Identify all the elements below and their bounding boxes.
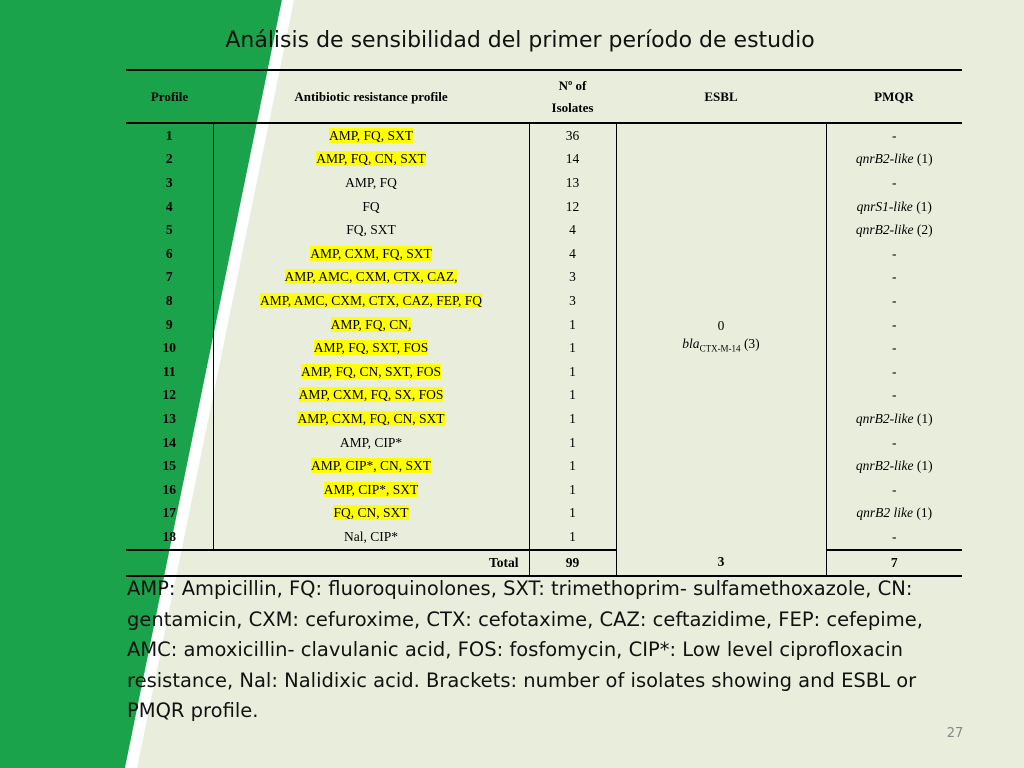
resistance-profile-cell — [213, 502, 529, 526]
resistance-profile-cell — [213, 313, 529, 337]
resistance-table — [126, 69, 962, 577]
table-row — [126, 502, 962, 526]
profile-id: 13 — [126, 407, 213, 431]
table-row — [126, 289, 962, 313]
profile-id: 15 — [126, 454, 213, 478]
pmqr-value: - — [892, 174, 897, 190]
pmqr-count: (2) — [913, 222, 933, 238]
pmqr-gene: qnrB2-like — [855, 458, 914, 474]
total-esbl: 3 — [616, 550, 826, 576]
resistance-profile-cell — [213, 123, 529, 148]
header-pmqr: PMQR — [826, 70, 962, 123]
resistance-profile-cell — [213, 336, 529, 360]
resistance-profile-text: Nal, CIP* — [344, 528, 398, 544]
profile-id: 1 — [126, 123, 213, 148]
slide-title: Análisis de sensibilidad del primer período de estudio — [225, 28, 815, 53]
pmqr-count: (1) — [913, 151, 933, 167]
pmqr-cell — [826, 431, 962, 455]
isolates-count: 1 — [529, 407, 616, 431]
profile-id: 5 — [126, 218, 213, 242]
header-profile: Profile — [126, 70, 213, 123]
table-row — [126, 148, 962, 172]
profile-id: 11 — [126, 360, 213, 384]
profile-id: 10 — [126, 336, 213, 360]
pmqr-cell — [826, 218, 962, 242]
pmqr-value: - — [892, 387, 897, 403]
table-row — [126, 454, 962, 478]
resistance-profile-cell — [213, 148, 529, 172]
resistance-profile-text: AMP, FQ, CN, SXT, FOS — [300, 363, 442, 379]
resistance-profile-text: AMP, FQ, CN, — [330, 316, 412, 332]
profile-id: 17 — [126, 502, 213, 526]
total-pmqr: 7 — [826, 550, 962, 576]
esbl-gene-prefix: bla — [682, 335, 700, 351]
isolates-count: 1 — [529, 454, 616, 478]
isolates-count: 1 — [529, 384, 616, 408]
table-row — [126, 384, 962, 408]
total-label: Total — [126, 550, 529, 576]
profile-id: 8 — [126, 289, 213, 313]
isolates-count: 1 — [529, 336, 616, 360]
resistance-profile-cell — [213, 289, 529, 313]
header-isolates-line1: Nº of — [558, 77, 587, 93]
resistance-profile-cell — [213, 360, 529, 384]
table-row — [126, 242, 962, 266]
resistance-profile-text: FQ, SXT — [346, 222, 396, 238]
resistance-profile-text: AMP, FQ, SXT, FOS — [313, 340, 429, 356]
profile-id: 14 — [126, 431, 213, 455]
resistance-profile-cell — [213, 384, 529, 408]
resistance-profile-text: AMP, CXM, FQ, CN, SXT — [297, 410, 445, 426]
table-row — [126, 360, 962, 384]
table-row — [126, 525, 962, 550]
resistance-profile-cell — [213, 242, 529, 266]
table-row — [126, 313, 962, 337]
profile-id: 6 — [126, 242, 213, 266]
table-header-row — [126, 70, 962, 123]
profile-id: 3 — [126, 171, 213, 195]
pmqr-value: - — [892, 528, 897, 544]
pmqr-cell — [826, 195, 962, 219]
isolates-count: 1 — [529, 313, 616, 337]
table-row — [126, 431, 962, 455]
resistance-profile-cell — [213, 407, 529, 431]
resistance-profile-text: AMP, CIP*, SXT — [323, 481, 419, 497]
pmqr-cell — [826, 289, 962, 313]
isolates-count: 3 — [529, 289, 616, 313]
pmqr-cell — [826, 123, 962, 148]
header-isolates — [529, 70, 616, 123]
table-row — [126, 123, 962, 148]
table-row — [126, 336, 962, 360]
isolates-count: 12 — [529, 195, 616, 219]
abbreviations-text: AMP: Ampicillin, FQ: fluoroquinolones, SXT: trimethoprim- sulfamethoxazole, CN: gentamicin, CXM: cefuroxime, CTX: cefotaxime, CAZ: ceftazidime, FEP: cefepime, AMC: amoxicillin- clavulanic acid, FOS: fosfomycin, CIP*: Low level ciprofloxacin resistance, Nal: Nalidixic acid. Brackets: number of isolates showing and ESBL or PMQR profile. — [127, 577, 923, 722]
pmqr-cell — [826, 171, 962, 195]
isolates-count: 1 — [529, 360, 616, 384]
pmqr-count: (1) — [913, 410, 933, 426]
profile-id: 4 — [126, 195, 213, 219]
resistance-profile-cell — [213, 431, 529, 455]
resistance-profile-text: AMP, CXM, FQ, SX, FOS — [298, 387, 444, 403]
table-row — [126, 266, 962, 290]
pmqr-gene: qnrB2-like — [855, 410, 914, 426]
header-esbl: ESBL — [616, 70, 826, 123]
isolates-count: 1 — [529, 431, 616, 455]
pmqr-cell — [826, 336, 962, 360]
profile-id: 9 — [126, 313, 213, 337]
table-row — [126, 171, 962, 195]
resistance-profile-text: AMP, FQ — [345, 174, 397, 190]
esbl-gene-count: (3) — [740, 335, 760, 351]
resistance-profile-text: AMP, AMC, CXM, CTX, CAZ, — [284, 269, 458, 285]
pmqr-value: - — [892, 292, 897, 308]
isolates-count: 13 — [529, 171, 616, 195]
resistance-profile-text: FQ — [362, 198, 380, 214]
pmqr-cell — [826, 384, 962, 408]
pmqr-count: (1) — [912, 198, 932, 214]
pmqr-cell — [826, 525, 962, 550]
pmqr-count: (1) — [913, 458, 933, 474]
resistance-profile-cell — [213, 478, 529, 502]
pmqr-cell — [826, 502, 962, 526]
isolates-count: 4 — [529, 242, 616, 266]
pmqr-cell — [826, 266, 962, 290]
resistance-profile-text: AMP, CXM, FQ, SXT — [310, 245, 432, 261]
pmqr-value: - — [892, 127, 897, 143]
table-row — [126, 478, 962, 502]
pmqr-cell — [826, 478, 962, 502]
pmqr-cell — [826, 242, 962, 266]
resistance-profile-text: FQ, CN, SXT — [333, 505, 409, 521]
table-row — [126, 218, 962, 242]
isolates-count: 36 — [529, 123, 616, 148]
total-isolates: 99 — [529, 550, 616, 576]
isolates-count: 1 — [529, 502, 616, 526]
table-row — [126, 195, 962, 219]
resistance-profile-text: AMP, FQ, SXT — [328, 127, 414, 143]
pmqr-value: - — [892, 434, 897, 450]
pmqr-cell — [826, 407, 962, 431]
pmqr-value: - — [892, 363, 897, 379]
esbl-gene-sub: CTX-M-14 — [699, 343, 741, 354]
pmqr-count: (1) — [913, 505, 933, 521]
pmqr-value: - — [892, 316, 897, 332]
table-row — [126, 407, 962, 431]
resistance-profile-text: AMP, CIP* — [339, 434, 403, 450]
pmqr-cell — [826, 360, 962, 384]
pmqr-gene: qnrS1-like — [856, 198, 913, 214]
isolates-count: 1 — [529, 478, 616, 502]
resistance-profile-cell — [213, 195, 529, 219]
resistance-profile-cell — [213, 266, 529, 290]
profile-id: 18 — [126, 525, 213, 550]
resistance-profile-cell — [213, 218, 529, 242]
header-isolates-line2: Isolates — [551, 99, 594, 115]
pmqr-cell — [826, 454, 962, 478]
resistance-profile-text: AMP, CIP*, CN, SXT — [310, 458, 432, 474]
esbl-zero: 0 — [717, 317, 725, 333]
resistance-profile-text: AMP, AMC, CXM, CTX, CAZ, FEP, FQ — [259, 292, 483, 308]
resistance-profile-cell — [213, 171, 529, 195]
profile-id: 16 — [126, 478, 213, 502]
isolates-count: 3 — [529, 266, 616, 290]
pmqr-gene: qnrB2-like — [855, 222, 914, 238]
pmqr-cell — [826, 148, 962, 172]
pmqr-gene: qnrB2 like — [856, 505, 913, 521]
header-resistance-profile: Antibiotic resistance profile — [213, 70, 529, 123]
esbl-cell — [616, 123, 826, 550]
isolates-count: 1 — [529, 525, 616, 550]
pmqr-value: - — [892, 340, 897, 356]
profile-id: 7 — [126, 266, 213, 290]
resistance-profile-cell — [213, 454, 529, 478]
resistance-profile-cell — [213, 525, 529, 550]
pmqr-value: - — [892, 269, 897, 285]
profile-id: 2 — [126, 148, 213, 172]
profile-id: 12 — [126, 384, 213, 408]
pmqr-value: - — [892, 481, 897, 497]
page-number: 27 — [946, 726, 964, 741]
isolates-count: 4 — [529, 218, 616, 242]
resistance-profile-text: AMP, FQ, CN, SXT — [316, 151, 426, 167]
pmqr-value: - — [892, 245, 897, 261]
isolates-count: 14 — [529, 148, 616, 172]
total-row — [126, 550, 962, 576]
pmqr-cell — [826, 313, 962, 337]
pmqr-gene: qnrB2-like — [855, 151, 914, 167]
